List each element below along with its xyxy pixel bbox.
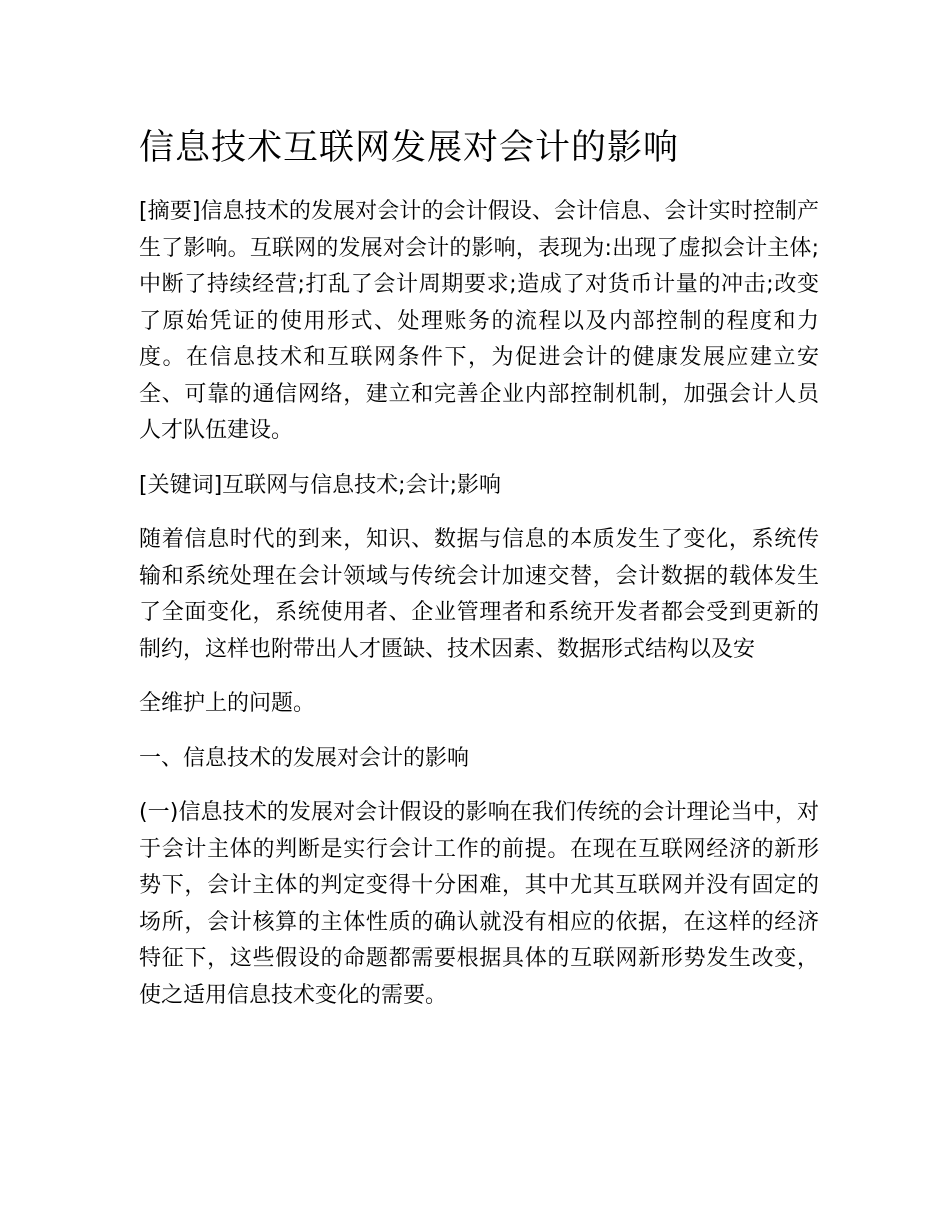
section-heading: 一、信息技术的发展对会计的影响 [139,745,470,771]
subsection-paragraph: (一)信息技术的发展对会计假设的影响在我们传统的会计理论当中，对于会计主体的判断是实行会计工作的前提。在现在互联网经济的新形势下，会计主体的判定变得十分困难，其中尤其互联网并没有固定的场所，会计核算的主体性质的确认就没有相应的依据，在这样的经济特征下，这些假设的命题都需要根据具体的互联网新形势发生改变，使之适用信息技术变化的需要。 [139,800,819,1008]
abstract-paragraph: [摘要]信息技术的发展对会计的会计假设、会计信息、会计实时控制产生了影响。互联网的发展对会计的影响，表现为:出现了虚拟会计主体;中断了持续经营;打乱了会计周期要求;造成了对货币计量的冲击;改变了原始凭证的使用形式、处理账务的流程以及内部控制的程度和力度。在信息技术和互联网条件下，为促进会计的健康发展应建立安全、可靠的通信网络，建立和完善企业内部控制机制，加强会计人员人才队伍建设。 [139,199,819,443]
intro-continuation-paragraph: 全维护上的问题。 [139,691,316,716]
document-page [139,124,819,1032]
intro-paragraph: 随着信息时代的到来，知识、数据与信息的本质发生了变化，系统传输和系统处理在会计领域与传统会计加速交替，会计数据的载体发生了全面变化，系统使用者、企业管理者和系统开发者都会受到更新的制约，这样也附带出人才匮缺、技术因素、数据形式结构以及安 [139,527,819,662]
keywords-paragraph: [关键词]互联网与信息技术;会计;影响 [139,472,501,498]
document-title: 信息技术互联网发展对会计的影响 [139,128,680,168]
